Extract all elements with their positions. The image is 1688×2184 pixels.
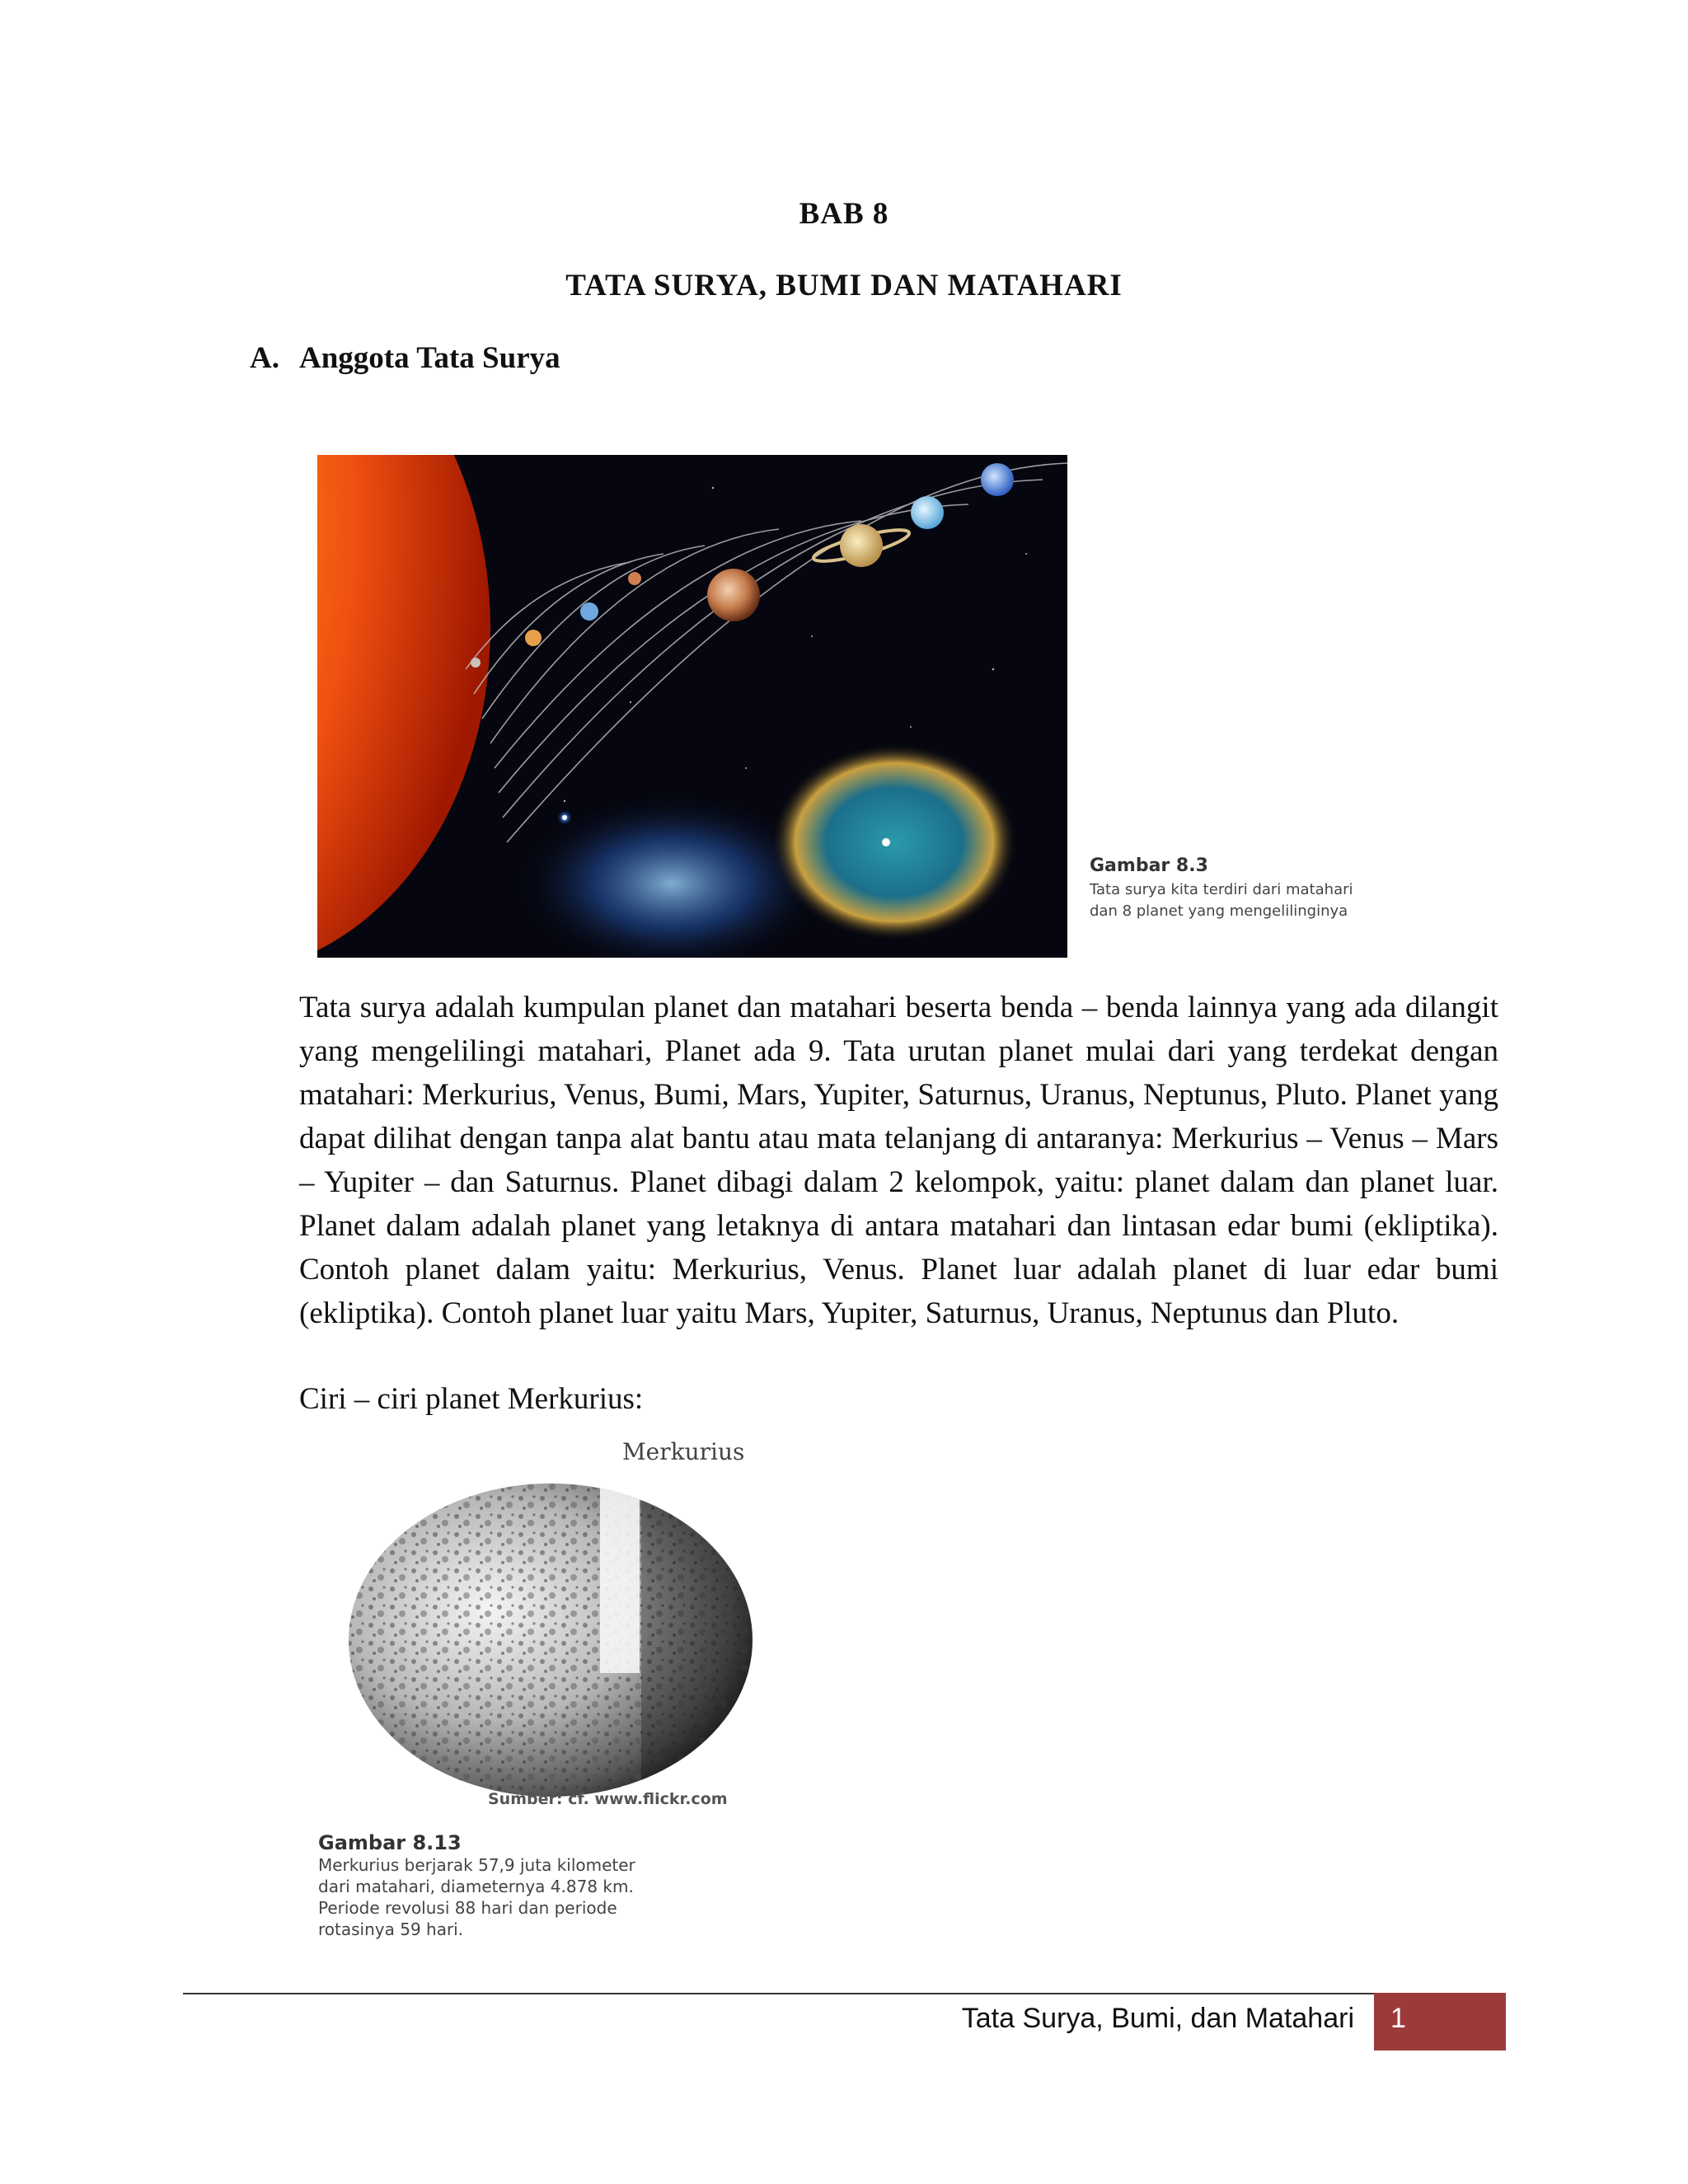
figure2-caption-line: dari matahari, diameternya 4.878 km.: [318, 1877, 634, 1896]
mercury-label: Merkurius: [622, 1438, 745, 1465]
mercury-image: [345, 1475, 757, 1801]
figure1-caption-line: Tata surya kita terdiri dari matahari: [1090, 881, 1353, 898]
section-number: A.: [250, 341, 279, 375]
page-number: 1: [1374, 1993, 1506, 2050]
section-heading: [250, 340, 560, 376]
figure1-caption: [1090, 855, 1353, 922]
figure2-caption-title: Gambar 8.13: [318, 1831, 462, 1854]
body-paragraph: Tata surya adalah kumpulan planet dan matahari beserta benda – benda lainnya yang ada dilangit yang mengelilingi matahari, Planet ada 9. Tata urutan planet mulai dari yang terdekat dengan matahari: Merkurius, Venus, Bumi, Mars, Yupiter, Saturnus, Uranus, Neptunus, Pluto. Planet yang dapat dilihat dengan tanpa alat bantu atau mata telanjang di antaranya: Merkurius – Venus – Mars – Yupiter – dan Saturnus. Planet dibagi dalam 2 kelompok, yaitu: planet dalam dan planet luar. Planet dalam adalah planet yang letaknya di antara matahari dan lintasan edar bumi (ekliptika). Contoh planet dalam yaitu: Merkurius, Venus. Planet luar adalah planet di luar edar bumi (ekliptika). Contoh planet luar yaitu Mars, Yupiter, Saturnus, Uranus, Neptunus dan Pluto.: [299, 991, 1498, 1330]
figure2-caption-line: Merkurius berjarak 57,9 juta kilometer: [318, 1855, 635, 1875]
figure1-caption-title: Gambar 8.3: [1090, 855, 1208, 876]
figure2-caption-line: Periode revolusi 88 hari dan periode: [318, 1898, 617, 1918]
section-title: Anggota Tata Surya: [299, 341, 560, 375]
figure1-caption-line: dan 8 planet yang mengelilinginya: [1090, 902, 1348, 920]
chapter-number: BAB 8: [799, 197, 889, 231]
figure2-caption: [318, 1831, 635, 1940]
figure2-caption-line: rotasinya 59 hari.: [318, 1919, 464, 1939]
footer-divider: [183, 1993, 1506, 1994]
chapter-title: TATA SURYA, BUMI DAN MATAHARI: [565, 269, 1123, 302]
footer-title: Tata Surya, Bumi, dan Matahari: [961, 2003, 1354, 2034]
mercury-characteristics-heading: Ciri – ciri planet Merkurius:: [299, 1382, 644, 1416]
solar-system-image: [317, 455, 1067, 958]
figure2-source: Sumber: cf. www.flickr.com: [488, 1790, 728, 1808]
